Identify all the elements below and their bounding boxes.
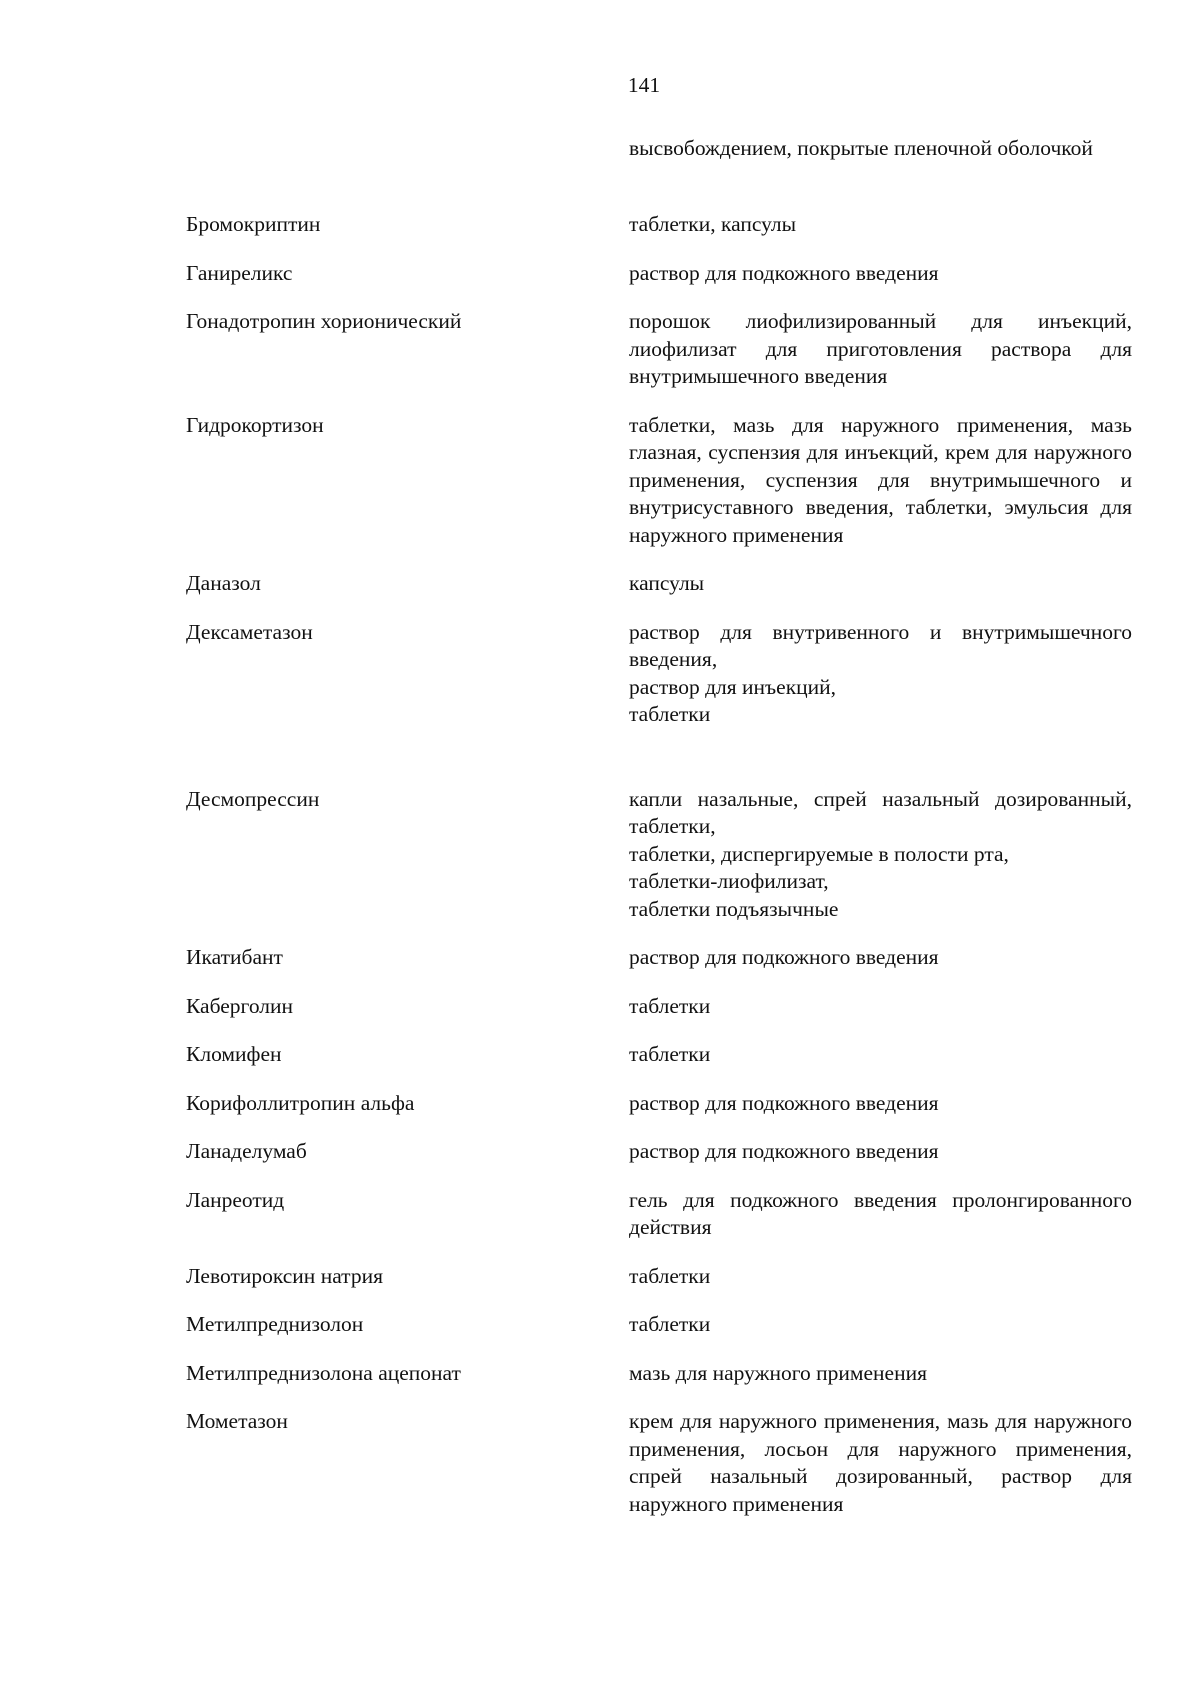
drug-name: Левотироксин натрия — [186, 1263, 383, 1288]
dosage-form-line: раствор для внутривенного и внутримышечного введения, — [629, 619, 1132, 671]
drug-name: Кломифен — [186, 1042, 282, 1066]
table-row — [186, 1187, 1132, 1242]
dosage-forms — [629, 1138, 1132, 1166]
dosage-form-line: капсулы — [629, 571, 705, 595]
drug-table — [186, 211, 1132, 1539]
drug-name: Ланаделумаб — [186, 1139, 307, 1163]
dosage-form-line: порошок лиофилизированный для инъекций, лиофилизат для приготовления раствора для внутримышечного введения — [629, 309, 1132, 388]
dosage-form-line: таблетки подъязычные — [629, 896, 839, 921]
dosage-forms — [629, 1041, 1132, 1069]
dosage-forms — [629, 619, 1132, 729]
drug-name: Корифоллитропин альфа — [186, 1090, 415, 1115]
dosage-forms — [629, 944, 1132, 972]
drug-name: Метилпреднизолона ацепонат — [186, 1360, 461, 1385]
dosage-form-line: раствор для подкожного введения — [629, 1139, 939, 1163]
dosage-forms — [629, 1408, 1132, 1518]
table-row — [186, 211, 1132, 239]
dosage-form-line: раствор для инъекций, — [629, 674, 837, 699]
drug-name: Каберголин — [186, 993, 294, 1018]
dosage-form-line: таблетки — [629, 1042, 711, 1066]
dosage-forms — [629, 1311, 1132, 1339]
table-row — [186, 570, 1132, 598]
dosage-form-line: раствор для подкожного введения — [629, 945, 939, 969]
dosage-form-line: капли назальные, спрей назальный дозированный, таблетки, — [629, 786, 1132, 838]
table-row — [186, 944, 1132, 972]
table-row — [186, 260, 1132, 288]
dosage-forms — [629, 570, 1132, 598]
drug-name: Ланреотид — [186, 1187, 285, 1212]
dosage-forms — [629, 308, 1132, 391]
dosage-form-line: гель для подкожного введения пролонгированного действия — [629, 1187, 1132, 1239]
dosage-forms — [629, 993, 1132, 1021]
table-row — [186, 412, 1132, 550]
drug-name: Икатибант — [186, 945, 283, 969]
dosage-forms — [629, 1360, 1132, 1388]
table-row — [186, 1090, 1132, 1118]
dosage-forms — [629, 412, 1132, 550]
drug-name: Ганиреликс — [186, 260, 293, 285]
dosage-forms — [629, 1090, 1132, 1118]
dosage-form-line: таблетки, мазь для наружного применения, мазь глазная, суспензия для инъекций, крем для наружного применения, суспензия для внутримышечного и внутрисуставного введения, таблетки, эмульсия для наружного применения — [629, 412, 1132, 547]
dosage-forms — [629, 786, 1132, 924]
dosage-form-line: мазь для наружного применения — [629, 1360, 927, 1385]
table-row — [186, 308, 1132, 391]
dosage-forms — [629, 260, 1132, 288]
drug-name: Даназол — [186, 571, 261, 595]
table-row — [186, 1041, 1132, 1069]
table-row — [186, 619, 1132, 729]
dosage-form-line: таблетки — [629, 993, 711, 1018]
dosage-form-line: таблетки, капсулы — [629, 212, 797, 236]
drug-name: Десмопрессин — [186, 786, 320, 811]
drug-name: Гонадотропин хорионический — [186, 309, 462, 333]
drug-name: Метилпреднизолон — [186, 1312, 364, 1336]
table-row — [186, 786, 1132, 924]
dosage-form-line: таблетки — [629, 1312, 711, 1336]
page-number: 141 — [627, 73, 661, 97]
drug-name: Гидрокортизон — [186, 412, 324, 437]
dosage-forms — [629, 1263, 1132, 1291]
drug-name: Бромокриптин — [186, 212, 321, 236]
dosage-form-line: таблетки — [629, 1263, 711, 1288]
drug-name: Дексаметазон — [186, 619, 313, 644]
dosage-form-line: крем для наружного применения, мазь для наружного применения, лосьон для наружного применения, спрей назальный дозированный, раствор для наружного применения — [629, 1409, 1132, 1516]
table-row — [186, 1311, 1132, 1339]
continuation-text: высвобождением, покрытые пленочной оболочкой — [629, 136, 1093, 160]
table-row — [186, 993, 1132, 1021]
dosage-forms — [629, 211, 1132, 239]
dosage-forms — [629, 1187, 1132, 1242]
dosage-form-line: раствор для подкожного введения — [629, 1090, 939, 1115]
table-row — [186, 1360, 1132, 1388]
dosage-form-line: таблетки-лиофилизат, — [629, 869, 829, 893]
table-row — [186, 1263, 1132, 1291]
drug-name: Мометазон — [186, 1409, 288, 1433]
dosage-form-line: таблетки — [629, 702, 711, 726]
dosage-form-line: раствор для подкожного введения — [629, 260, 939, 285]
table-row — [186, 1138, 1132, 1166]
table-row — [186, 1408, 1132, 1518]
dosage-form-line: таблетки, диспергируемые в полости рта, — [629, 841, 1009, 866]
